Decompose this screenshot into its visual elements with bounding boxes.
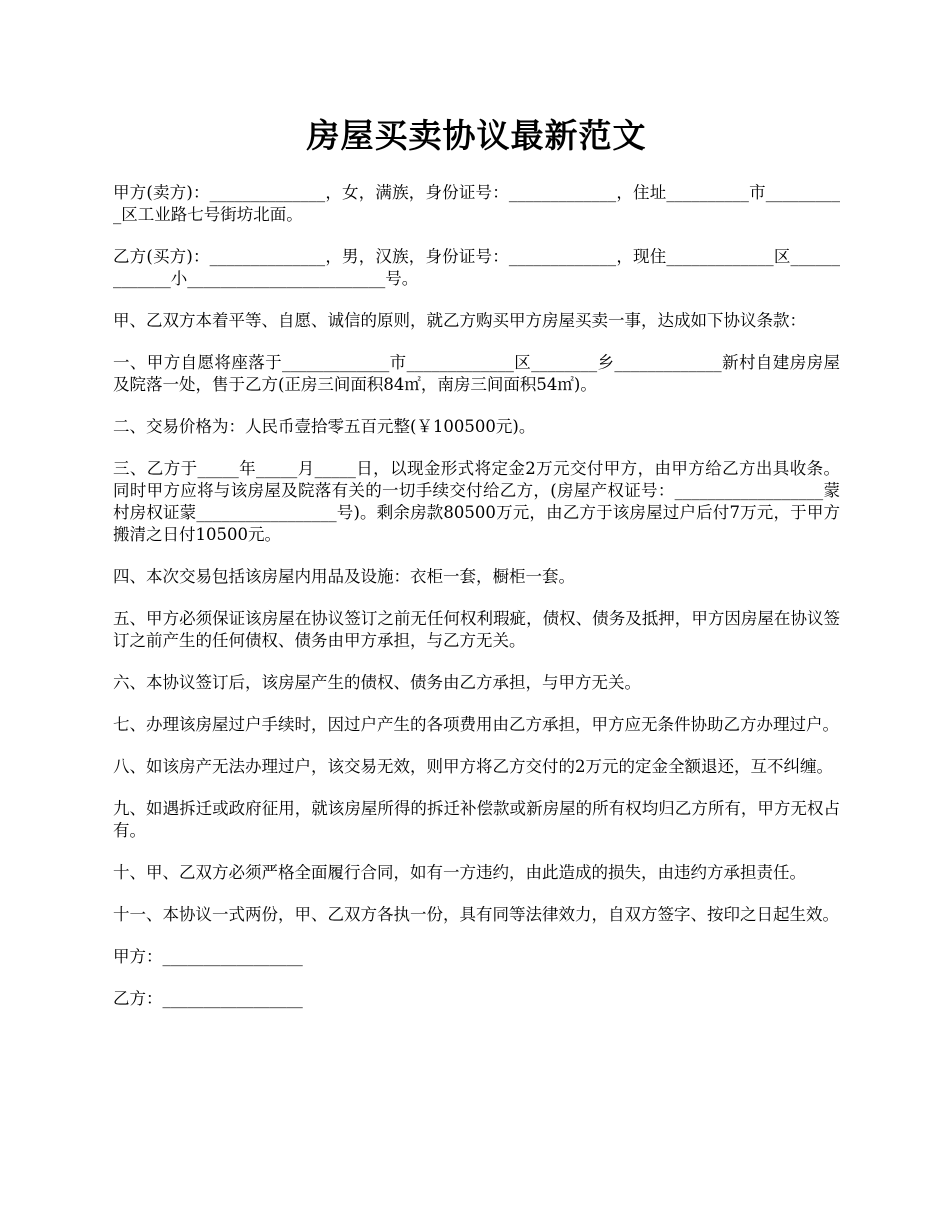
- clause-3: 三、乙方于_____年_____月_____日，以现金形式将定金2万元交付甲方，由甲方给乙方出具收条。同时甲方应将与该房屋及院落有关的一切手续交付给乙方，(房屋产权证号：__________________蒙村房权证蒙_________________号)。剩余房款80500万元，由乙方于该房屋过户后付7万元，于甲方搬清之日付10500元。: [113, 459, 840, 544]
- agreement-preamble: 甲、乙双方本着平等、自愿、诚信的原则，就乙方购买甲方房屋买卖一事，达成如下协议条款：: [113, 311, 806, 330]
- party-a-info: 甲方(卖方)：______________，女，满族，身份证号：_____________，住址__________市__________区工业路七号街坊北面。: [113, 183, 840, 224]
- clause-10: 十、甲、乙双方必须严格全面履行合同，如有一方违约，由此造成的损失，由违约方承担责任。: [113, 863, 806, 882]
- clause-7: 七、办理该房屋过户手续时，因过户产生的各项费用由乙方承担，甲方应无条件协助乙方办理过户。: [113, 715, 839, 734]
- clause-4: 四、本次交易包括该房屋内用品及设施：衣柜一套，橱柜一套。: [113, 567, 575, 586]
- party-b-info: 乙方(买方)：______________，男，汉族，身份证号：_____________，现住_____________区_____________小________________________号。: [113, 247, 840, 288]
- document-title: 房屋买卖协议最新范文: [306, 116, 647, 155]
- party-a-signature-line: 甲方：_________________: [113, 947, 303, 966]
- clause-9: 九、如遇拆迁或政府征用，就该房屋所得的拆迁补偿款或新房屋的所有权均归乙方所有，甲方无权占有。: [113, 799, 840, 840]
- clause-2: 二、交易价格为：人民币壹拾零五百元整(￥100500元)。: [113, 417, 536, 436]
- clause-8: 八、如该房产无法办理过户，该交易无效，则甲方将乙方交付的2万元的定金全额退还，互不纠缠。: [113, 757, 833, 776]
- clause-5: 五、甲方必须保证该房屋在协议签订之前无任何权利瑕疵，债权、债务及抵押，甲方因房屋在协议签订之前产生的任何债权、债务由甲方承担，与乙方无关。: [113, 609, 840, 650]
- clause-1: 一、甲方自愿将座落于_____________市_____________区________乡_____________新村自建房房屋及院落一处，售于乙方(正房三间面积84㎡，南房三间面积54㎡)。: [113, 353, 840, 394]
- party-b-signature-line: 乙方：_________________: [113, 989, 303, 1008]
- document-page: [113, 112, 840, 1030]
- clause-6: 六、本协议签订后，该房屋产生的债权、债务由乙方承担，与甲方无关。: [113, 673, 641, 692]
- clause-11: 十一、本协议一式两份，甲、乙双方各执一份，具有同等法律效力，自双方签字、按印之日起生效。: [113, 905, 839, 924]
